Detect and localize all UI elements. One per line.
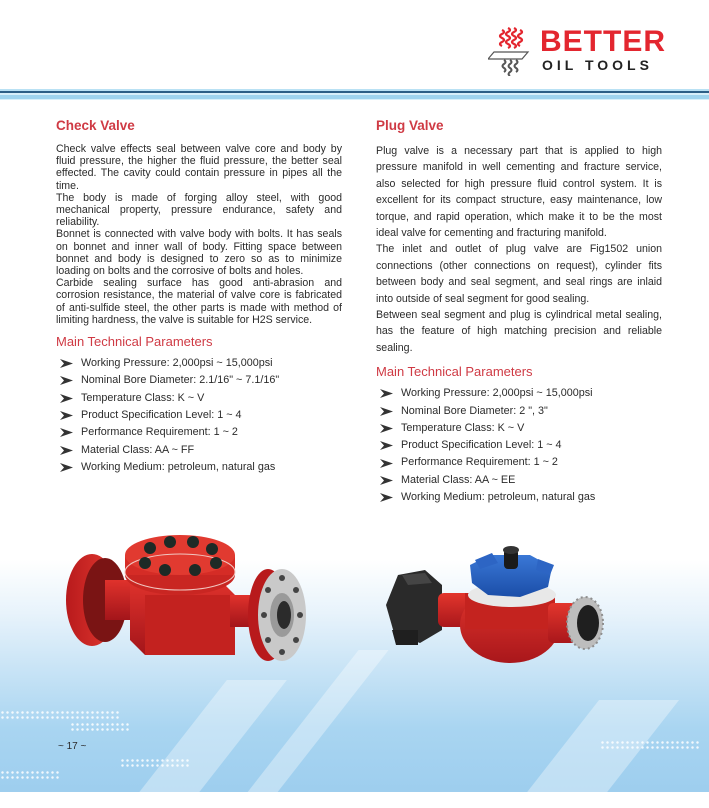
param-item: Working Pressure: 2,000psi ~ 15,000psi [60,355,342,372]
plug-valve-image [380,545,610,675]
arrow-bullet-icon [380,476,393,485]
arrow-bullet-icon [380,441,393,450]
param-item: Temperature Class: K ~ V [60,390,342,407]
param-item: Performance Requirement: 1 ~ 2 [380,454,662,471]
arrow-bullet-icon [60,463,73,472]
arrow-bullet-icon [60,359,73,368]
arrow-bullet-icon [380,493,393,502]
drill-bit-icon [488,26,538,76]
description-paragraph: Between seal segment and plug is cylindrical metal sealing, has the feature of high matching precision and reliable sealing. [376,309,662,354]
params-list [376,385,662,506]
params-heading: Main Technical Parameters [56,334,213,350]
brand-name: BETTER [540,25,666,58]
arrow-bullet-icon [60,394,73,403]
param-item: Material Class: AA ~ EE [380,472,662,489]
arrow-bullet-icon [60,411,73,420]
param-item: Nominal Bore Diameter: 2 ", 3" [380,403,662,420]
description-paragraph: Bonnet is connected with valve body with bolts. It has seals on bonnet and inner wall of body. Fitting space between bonnet and body is designed to zero so as to minimize loading on bolts and the corrosive of bolts and holes. [56,228,342,278]
section-title: Check Valve [56,118,135,133]
brand-tagline: OIL TOOLS [542,57,653,73]
plug-valve-section [376,118,662,506]
arrow-bullet-icon [380,389,393,398]
param-item: Working Medium: petroleum, natural gas [60,459,342,476]
params-heading: Main Technical Parameters [376,364,533,380]
arrow-bullet-icon [380,407,393,416]
bottom-margin [0,792,709,800]
param-item: Nominal Bore Diameter: 2.1/16" ~ 7.1/16" [60,372,342,389]
section-title: Plug Valve [376,118,444,133]
description-paragraph: Plug valve is a necessary part that is applied to high pressure manifold in well cementing and fracture service, also selected for high pressure fluid control system. It is excellent for its compact structure, easy maintenance, low torque, and rapid operation, which make it to be the most ideal valve for cementing and fracturing manifold. [376,145,662,240]
description-paragraph: The inlet and outlet of plug valve are Fig1502 union connections (other connections on request), cylinder fits between body and seal segment, and seal rings are inlaid into outside of seal segment for good sealing. [376,243,662,305]
param-item: Performance Requirement: 1 ~ 2 [60,424,342,441]
description-paragraph: Check valve effects seal between valve core and body by fluid pressure, the higher the fluid pressure, the better seal effected. The cavity could contain pressure in pipes all the time. [56,143,342,192]
param-item: Material Class: AA ~ FF [60,442,342,459]
param-item: Working Pressure: 2,000psi ~ 15,000psi [380,385,662,402]
check-valve-section [56,118,342,476]
arrow-bullet-icon [380,459,393,468]
param-item: Product Specification Level: 1 ~ 4 [380,437,662,454]
description-paragraph: Carbide sealing surface has good anti-abrasion and corrosion resistance, the material of valve core is fabricated of anti-sulfide steel, the other parts is made with method of limiting hardness, the valve is suitable for H2S service. [56,277,342,326]
check-valve-image [60,520,320,670]
param-item: Working Medium: petroleum, natural gas [380,489,662,506]
param-item: Product Specification Level: 1 ~ 4 [60,407,342,424]
arrow-bullet-icon [60,428,73,437]
description-paragraph: The body is made of forging alloy steel, with good mechanical property, pressure endurance, safety and reliability. [56,191,342,229]
page-number: ~ 17 ~ [58,741,87,752]
param-item: Temperature Class: K ~ V [380,420,662,437]
params-list [56,355,342,476]
header-rule [0,99,709,100]
brand-logo [488,26,678,76]
arrow-bullet-icon [60,446,73,455]
arrow-bullet-icon [60,376,73,385]
arrow-bullet-icon [380,424,393,433]
